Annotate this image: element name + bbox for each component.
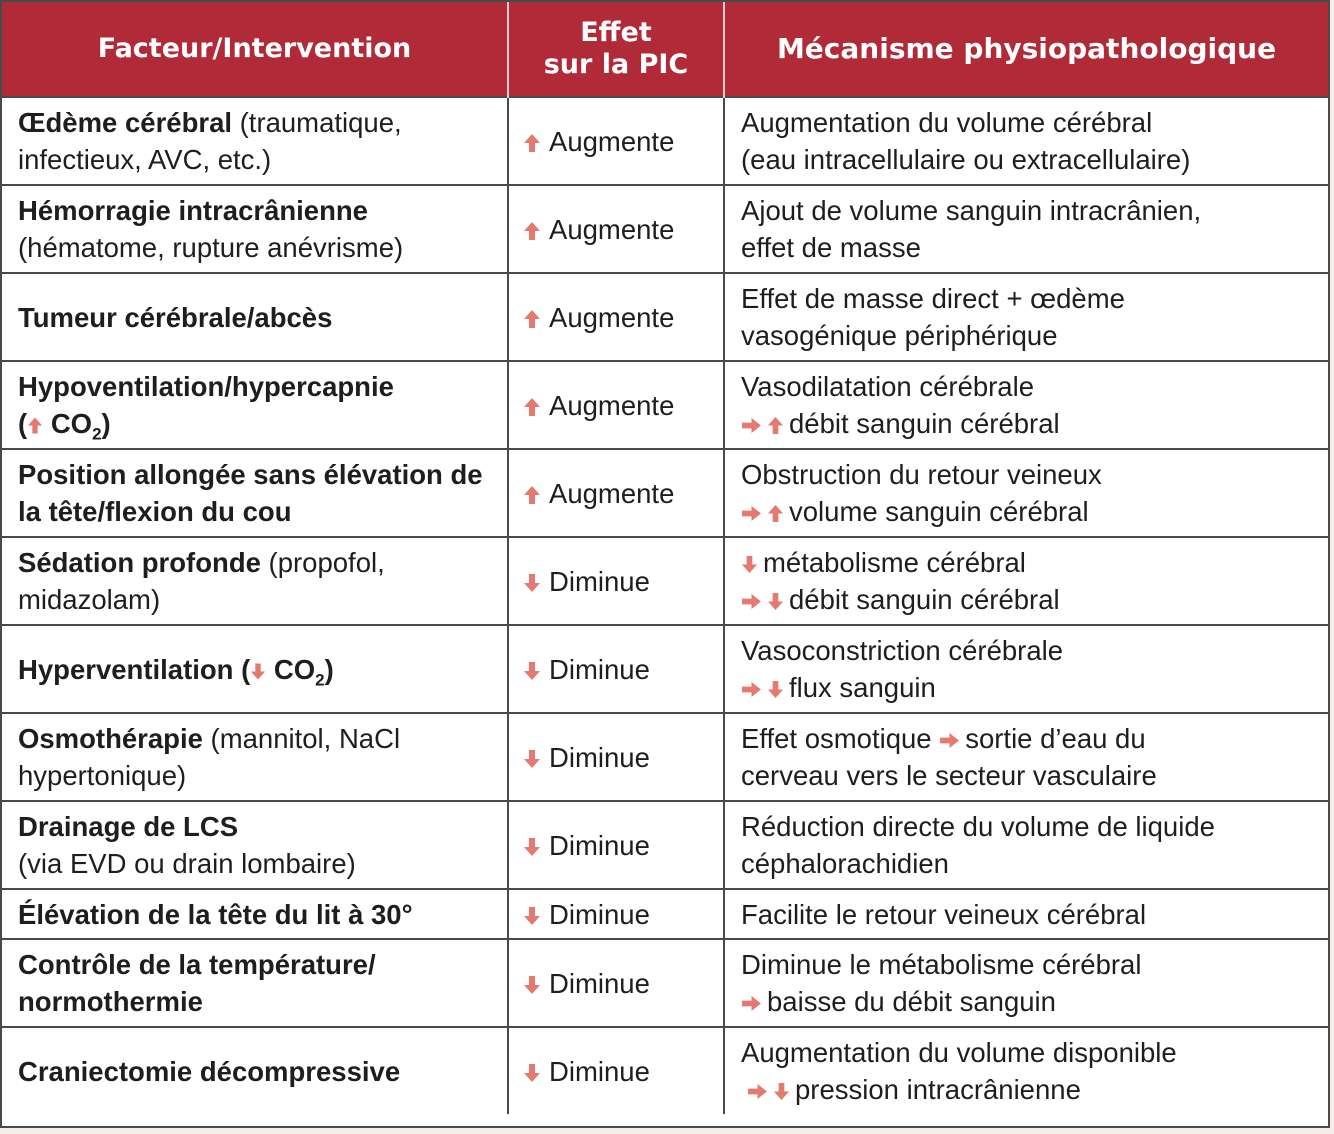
mechanism-line: Ajout de volume sanguin intracrânien, bbox=[741, 195, 1202, 226]
factor-detail: (via EVD ou drain lombaire) bbox=[18, 848, 356, 879]
arrow-down-icon bbox=[523, 1063, 541, 1083]
factor-detail: (traumatique, infectieux, AVC, etc.) bbox=[18, 107, 402, 175]
factor-cell bbox=[2, 185, 508, 273]
arrow-up-icon bbox=[523, 309, 541, 329]
mechanism-line: métabolisme cérébral bbox=[763, 547, 1026, 578]
paren-close: ) bbox=[101, 408, 111, 439]
table-row bbox=[2, 625, 1328, 713]
factor-cell bbox=[2, 889, 508, 939]
factor-name: Sédation profonde bbox=[18, 547, 261, 578]
factor-detail: (mannitol, NaCl hypertonique) bbox=[18, 723, 401, 791]
mechanism-line: céphalorachidien bbox=[741, 848, 949, 879]
mechanism-line: Obstruction du retour veineux bbox=[741, 459, 1102, 490]
mechanism-cell bbox=[724, 713, 1328, 801]
effect-cell bbox=[508, 889, 724, 939]
effect-cell bbox=[508, 97, 724, 185]
mechanism-line: Effet osmotique bbox=[741, 723, 932, 754]
header-effect-line2: sur la PIC bbox=[543, 49, 689, 80]
arrow-down-icon bbox=[523, 661, 541, 681]
table-row bbox=[2, 449, 1328, 537]
arrow-up-icon bbox=[27, 416, 43, 435]
effect-cell bbox=[508, 537, 724, 625]
effect-cell bbox=[508, 1027, 724, 1114]
factor-cell bbox=[2, 713, 508, 801]
factor-detail: (hématome, rupture anévrisme) bbox=[18, 232, 404, 263]
mechanism-line: Réduction directe du volume de liquide bbox=[741, 811, 1215, 842]
effect-cell bbox=[508, 939, 724, 1027]
mechanism-cell bbox=[724, 625, 1328, 713]
header-factor: Facteur/Intervention bbox=[2, 2, 508, 97]
arrow-up-icon bbox=[523, 133, 541, 153]
paren-close: ) bbox=[324, 653, 334, 685]
mechanism-cell bbox=[724, 889, 1328, 939]
arrow-right-icon bbox=[741, 417, 762, 434]
mechanism-line: effet de masse bbox=[741, 232, 921, 263]
arrow-right-icon bbox=[741, 681, 762, 698]
effect-label: Diminue bbox=[549, 967, 650, 999]
factor-co2 bbox=[18, 408, 111, 444]
factor-name: Osmothérapie bbox=[18, 723, 203, 754]
arrow-down-icon bbox=[523, 906, 541, 926]
mechanism-line: baisse du débit sanguin bbox=[767, 986, 1056, 1017]
factor-cell bbox=[2, 361, 508, 449]
effect-label: Augmente bbox=[549, 477, 675, 509]
mechanism-line: flux sanguin bbox=[789, 672, 936, 703]
mechanism-line: Vasoconstriction cérébrale bbox=[741, 635, 1064, 666]
effect-label: Augmente bbox=[549, 125, 675, 157]
header-mechanism: Mécanisme physiopathologique bbox=[724, 2, 1328, 97]
factor-cell bbox=[2, 97, 508, 185]
table-row bbox=[2, 889, 1328, 939]
effect-cell bbox=[508, 361, 724, 449]
mechanism-cell bbox=[724, 273, 1328, 361]
mechanism-line: débit sanguin cérébral bbox=[789, 584, 1060, 615]
effect-label: Diminue bbox=[549, 829, 650, 861]
mechanism-line: débit sanguin cérébral bbox=[789, 408, 1060, 439]
factor-name: Élévation de la tête du lit à 30° bbox=[18, 898, 413, 930]
header-effect bbox=[508, 2, 724, 97]
arrow-down-icon bbox=[767, 680, 784, 699]
mechanism-line: Augmentation du volume disponible bbox=[741, 1037, 1177, 1068]
table-row bbox=[2, 361, 1328, 449]
mechanism-line: Vasodilatation cérébrale bbox=[741, 371, 1035, 402]
mechanism-cell bbox=[724, 361, 1328, 449]
mechanism-cell bbox=[724, 97, 1328, 185]
table-row bbox=[2, 273, 1328, 361]
factor-cell bbox=[2, 939, 508, 1027]
effect-label: Diminue bbox=[549, 1055, 650, 1087]
factor-detail: (propofol, midazolam) bbox=[18, 547, 385, 615]
factor-name: Contrôle de la température/ normothermie bbox=[18, 949, 376, 1017]
mechanism-line: sortie d’eau du bbox=[965, 723, 1146, 754]
mechanism-cell bbox=[724, 537, 1328, 625]
effect-label: Augmente bbox=[549, 301, 675, 333]
factor-name: Hémorragie intracrânienne bbox=[18, 195, 368, 226]
factor-cell bbox=[2, 273, 508, 361]
arrow-right-icon bbox=[939, 732, 960, 749]
factor-cell bbox=[2, 625, 508, 713]
table-row bbox=[2, 801, 1328, 889]
arrow-up-icon bbox=[523, 485, 541, 505]
co2-label: CO bbox=[273, 653, 316, 685]
mechanism-line: (eau intracellulaire ou extracellulaire) bbox=[741, 144, 1191, 175]
effect-label: Diminue bbox=[549, 565, 650, 597]
mechanism-cell bbox=[724, 1027, 1328, 1114]
mechanism-line: vasogénique périphérique bbox=[741, 320, 1058, 351]
arrow-right-icon bbox=[741, 995, 762, 1012]
arrow-up-icon bbox=[767, 416, 784, 435]
table-row bbox=[2, 713, 1328, 801]
mechanism-cell bbox=[724, 939, 1328, 1027]
header-row bbox=[2, 2, 1328, 97]
factor-cell bbox=[2, 1027, 508, 1114]
mechanism-line: Diminue le métabolisme cérébral bbox=[741, 949, 1142, 980]
arrow-down-icon bbox=[741, 555, 758, 574]
arrow-right-icon bbox=[747, 1083, 768, 1100]
mechanism-line: volume sanguin cérébral bbox=[789, 496, 1089, 527]
factor-cell bbox=[2, 449, 508, 537]
factor-name: Tumeur cérébrale/abcès bbox=[18, 301, 333, 333]
mechanism-line: pression intracrânienne bbox=[795, 1074, 1081, 1105]
table-row bbox=[2, 1027, 1328, 1114]
arrow-down-icon bbox=[773, 1082, 790, 1101]
arrow-up-icon bbox=[767, 504, 784, 523]
arrow-right-icon bbox=[741, 505, 762, 522]
effect-label: Augmente bbox=[549, 213, 675, 245]
effect-cell bbox=[508, 801, 724, 889]
arrow-down-icon bbox=[523, 573, 541, 593]
effect-cell bbox=[508, 185, 724, 273]
mechanism-line: cerveau vers le secteur vasculaire bbox=[741, 760, 1157, 791]
arrow-down-icon bbox=[523, 837, 541, 857]
factor-name: Hypoventilation/hypercapnie bbox=[18, 371, 394, 402]
pic-factors-table bbox=[2, 2, 1328, 1114]
factor-name: Drainage de LCS bbox=[18, 811, 239, 842]
paren-open: ( bbox=[18, 408, 28, 439]
effect-label: Diminue bbox=[549, 653, 650, 685]
factor-cell bbox=[2, 537, 508, 625]
effect-cell bbox=[508, 625, 724, 713]
effect-label: Diminue bbox=[549, 898, 650, 930]
effect-cell bbox=[508, 273, 724, 361]
mechanism-cell bbox=[724, 185, 1328, 273]
table-row bbox=[2, 185, 1328, 273]
arrow-up-icon bbox=[523, 221, 541, 241]
co2-label: CO bbox=[50, 408, 93, 439]
arrow-down-icon bbox=[523, 975, 541, 995]
effect-label: Diminue bbox=[549, 741, 650, 773]
factor-name: Œdème cérébral bbox=[18, 107, 232, 138]
mechanism-line: Facilite le retour veineux cérébral bbox=[741, 898, 1147, 930]
factor-cell bbox=[2, 801, 508, 889]
effect-label: Augmente bbox=[549, 389, 675, 421]
table-row bbox=[2, 537, 1328, 625]
factor-name: Position allongée sans élévation de la tête/flexion du cou bbox=[18, 459, 483, 527]
arrow-up-icon bbox=[523, 397, 541, 417]
table-row bbox=[2, 97, 1328, 185]
arrow-down-icon bbox=[250, 662, 266, 681]
mechanism-cell bbox=[724, 449, 1328, 537]
arrow-down-icon bbox=[767, 592, 784, 611]
arrow-right-icon bbox=[741, 593, 762, 610]
co2-subscript: 2 bbox=[315, 670, 325, 689]
effect-cell bbox=[508, 449, 724, 537]
mechanism-line: Augmentation du volume cérébral bbox=[741, 107, 1153, 138]
header-effect-line1: Effet bbox=[580, 16, 652, 48]
mechanism-line: Effet de masse direct + œdème bbox=[741, 283, 1125, 314]
arrow-down-icon bbox=[523, 749, 541, 769]
table-row bbox=[2, 939, 1328, 1027]
mechanism-cell bbox=[724, 801, 1328, 889]
co2-subscript: 2 bbox=[92, 424, 102, 444]
factor-name: Craniectomie décompressive bbox=[18, 1055, 401, 1087]
effect-cell bbox=[508, 713, 724, 801]
factor-name: Hyperventilation ( bbox=[18, 653, 251, 685]
